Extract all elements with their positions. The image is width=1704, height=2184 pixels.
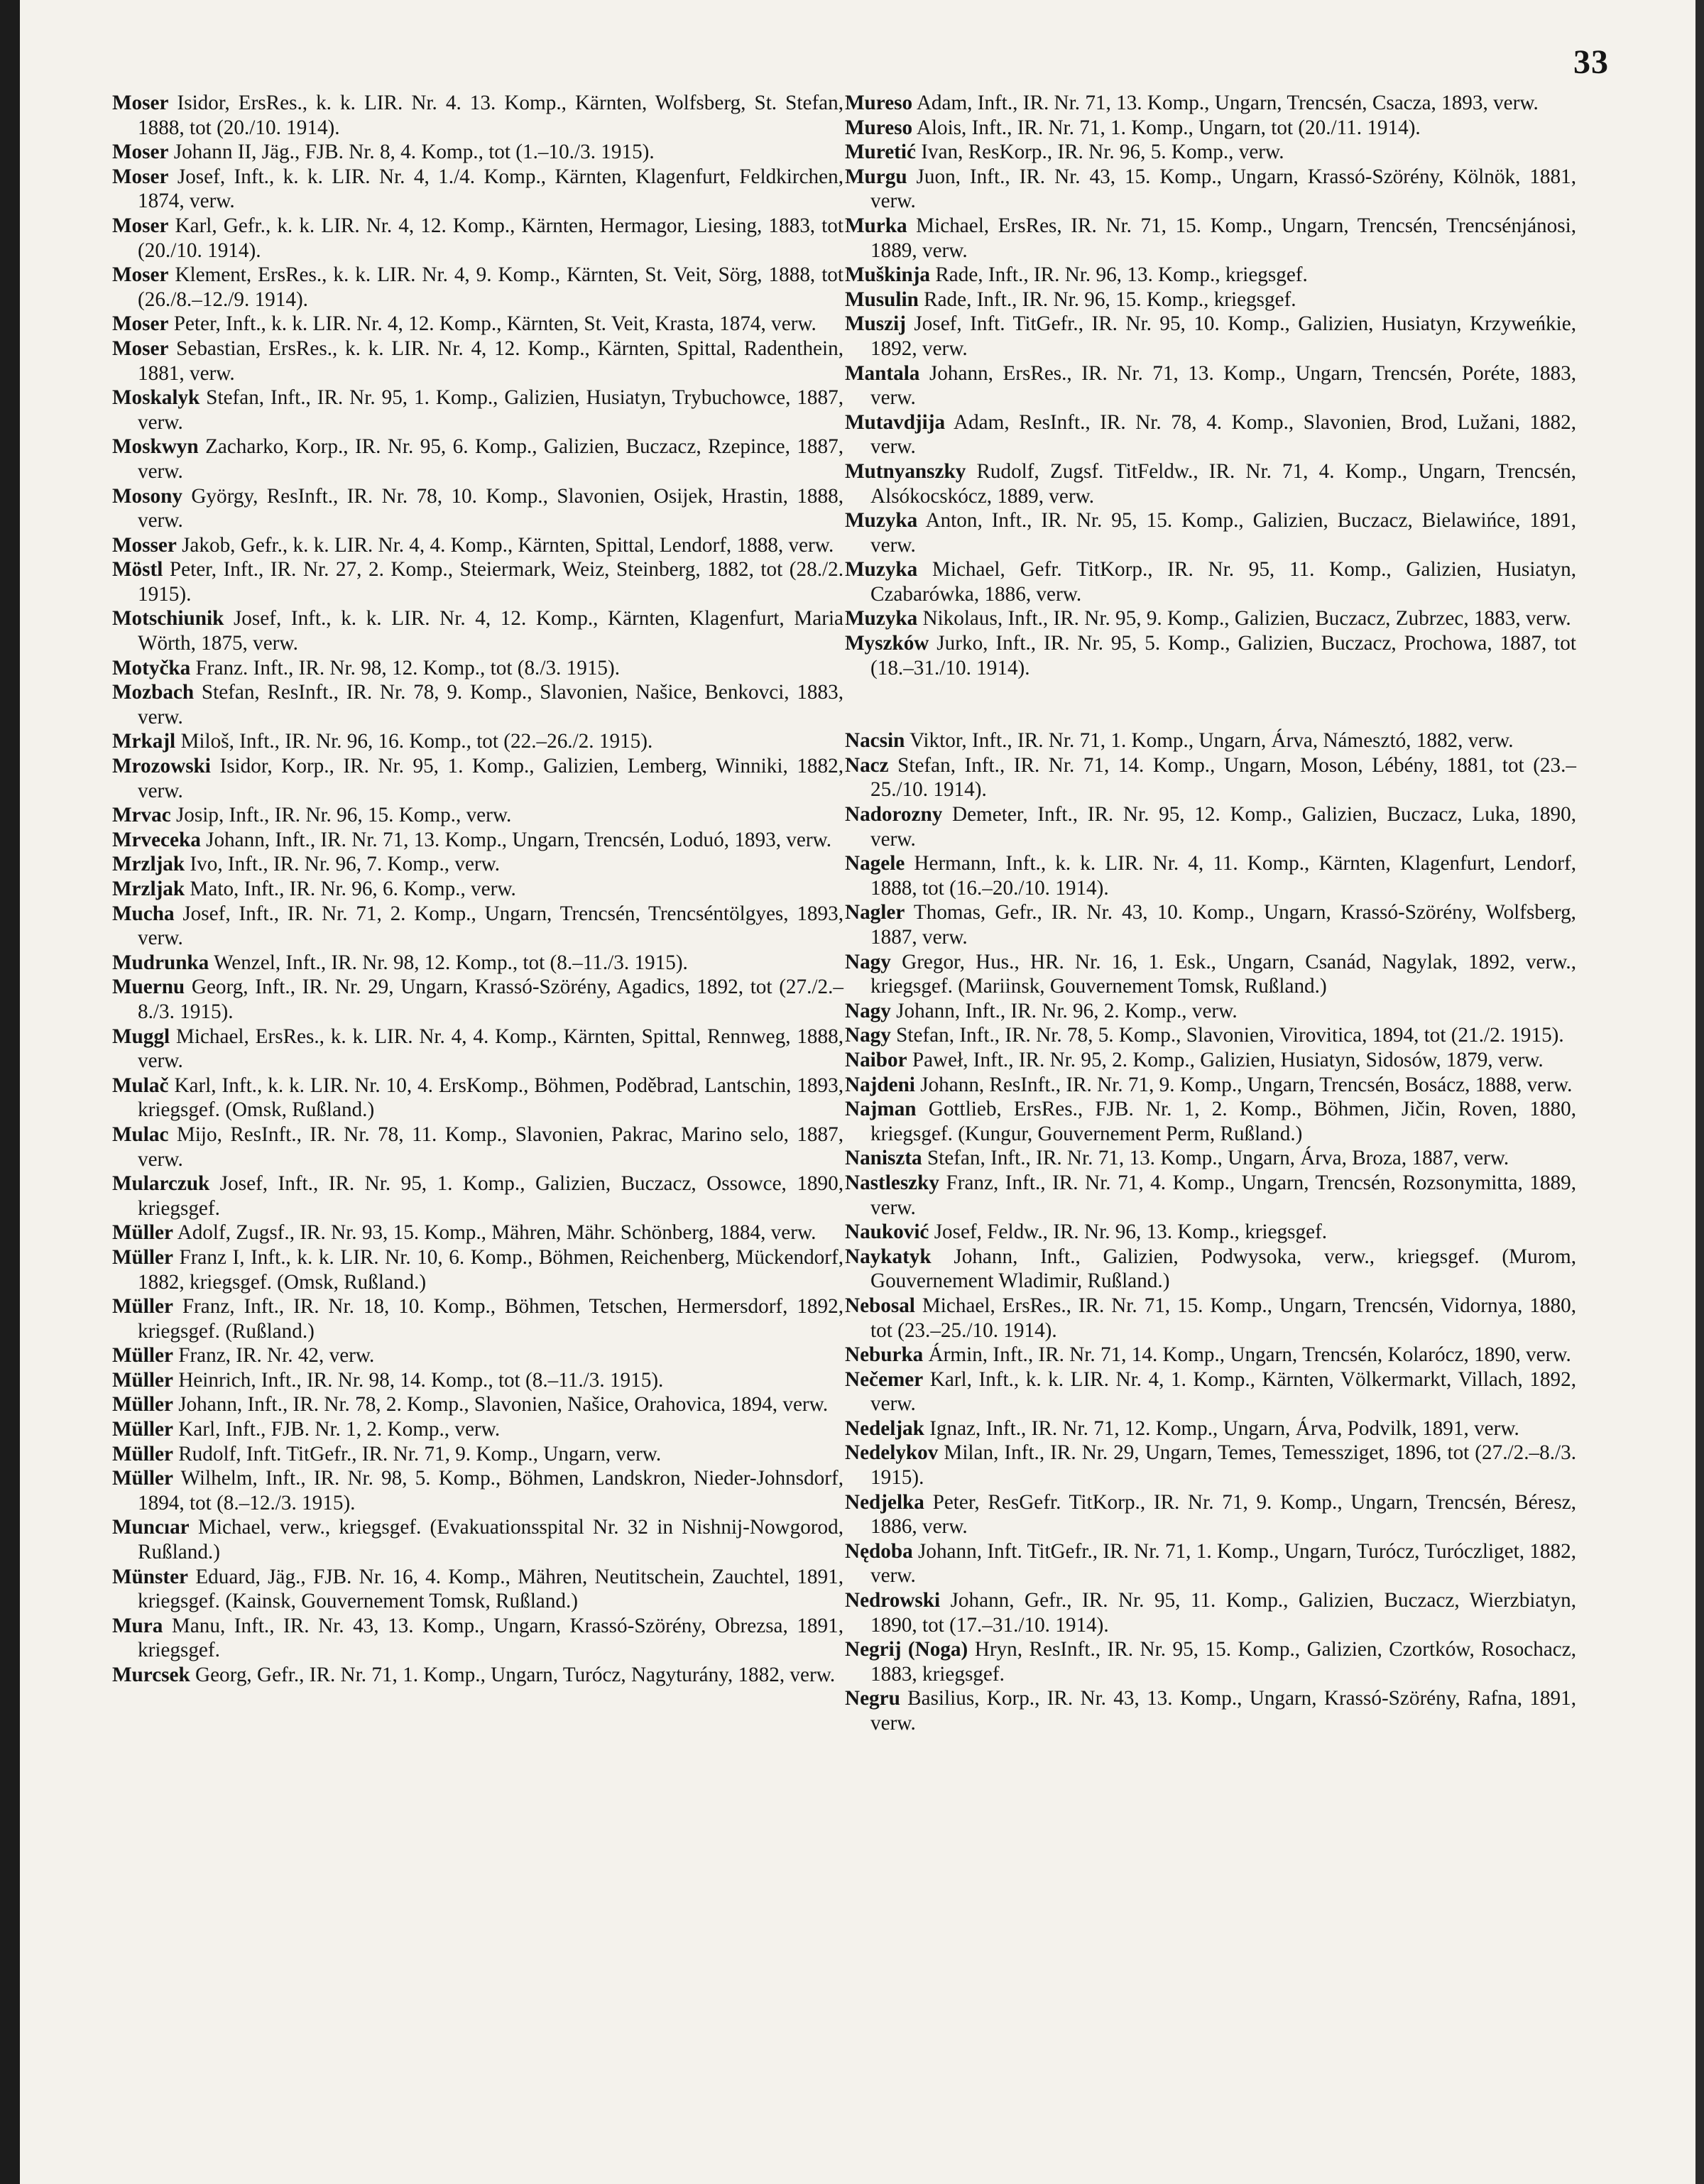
list-entry <box>112 803 843 828</box>
entry-details: Basilius, Korp., IR. Nr. 43, 13. Komp., Ungarn, Krassó-Szörény, Rafna, 1891, verw. <box>870 1687 1576 1735</box>
entry-details: Franz, IR. Nr. 42, verw. <box>178 1344 375 1367</box>
entry-details: Josef, Inft., k. k. LIR. Nr. 4, 1./4. Komp., Kärnten, Klagenfurt, Feldkirchen, 1874, verw. <box>138 165 843 213</box>
entry-surname: Najman <box>845 1098 917 1121</box>
list-entry <box>845 1490 1576 1539</box>
list-entry <box>112 386 843 435</box>
entry-surname: Nagy <box>845 999 891 1022</box>
list-entry <box>112 165 843 214</box>
list-entry <box>845 1367 1576 1416</box>
list-entry <box>112 435 843 484</box>
list-entry <box>112 1221 843 1245</box>
list-entry <box>845 802 1576 851</box>
left-column <box>112 91 843 1688</box>
entry-details: Mijo, ResInft., IR. Nr. 78, 11. Komp., Slavonien, Pakrac, Marino selo, 1887, verw. <box>138 1123 844 1171</box>
entry-details: Josip, Inft., IR. Nr. 96, 15. Komp., verw. <box>175 804 512 827</box>
list-entry <box>845 140 1576 165</box>
entry-surname: Mrzljak <box>112 853 185 876</box>
entry-details: Wenzel, Inft., IR. Nr. 98, 12. Komp., tot (8.–11./3. 1915). <box>214 951 688 974</box>
entry-surname: Nedeljak <box>845 1416 924 1440</box>
entry-details: Michael, ErsRes., IR. Nr. 71, 15. Komp., Ungarn, Trencsén, Vidornya, 1880, tot (23.–25./10. 1914). <box>870 1294 1576 1342</box>
entry-surname: Naniszta <box>845 1147 922 1170</box>
entry-surname: Negrij (Noga) <box>845 1638 968 1661</box>
entry-surname: Mudrunka <box>112 951 209 974</box>
list-entry <box>112 1392 843 1417</box>
entry-details: Johann, Inft., IR. Nr. 96, 2. Komp., verw. <box>896 999 1238 1022</box>
entry-details: Adolf, Zugsf., IR. Nr. 93, 15. Komp., Mähren, Mähr. Schönberg, 1884, verw. <box>177 1221 816 1245</box>
entry-details: Rudolf, Zugsf. TitFeldw., IR. Nr. 71, 4. Komp., Ungarn, Trencsén, Alsókocskócz, 1889, verw. <box>870 459 1576 508</box>
entry-details: Klement, ErsRes., k. k. LIR. Nr. 4, 9. Komp., Kärnten, St. Veit, Sörg, 1888, tot (26./8.–12./9. 1914). <box>138 263 844 311</box>
entry-surname: Nebosal <box>845 1294 915 1317</box>
entry-details: Peter, Inft., k. k. LIR. Nr. 4, 12. Komp., Kärnten, St. Veit, Krasta, 1874, verw. <box>173 312 816 336</box>
entry-surname: Nagele <box>845 852 905 875</box>
list-entry <box>112 656 843 681</box>
entry-details: Heinrich, Inft., IR. Nr. 98, 14. Komp., tot (8.–11./3. 1915). <box>178 1368 664 1392</box>
entry-details: Ivan, ResKorp., IR. Nr. 96, 5. Komp., verw. <box>921 141 1284 164</box>
entry-details: Mato, Inft., IR. Nr. 96, 6. Komp., verw. <box>190 878 516 900</box>
list-entry <box>112 951 843 976</box>
list-entry <box>845 312 1576 361</box>
entry-surname: Muzyka <box>845 558 918 582</box>
entry-details: Georg, Gefr., IR. Nr. 71, 1. Komp., Ungarn, Turócz, Nagyturány, 1882, verw. <box>195 1664 836 1686</box>
entry-details: Josef, Inft., IR. Nr. 95, 1. Komp., Galizien, Buczacz, Ossowce, 1890, kriegsgef. <box>138 1172 843 1220</box>
list-entry <box>112 337 843 386</box>
entry-details: Karl, Inft., FJB. Nr. 1, 2. Komp., verw. <box>178 1418 501 1441</box>
entry-surname: Mucha <box>112 902 175 925</box>
entry-details: Rudolf, Inft. TitGefr., IR. Nr. 71, 9. Komp., Ungarn, verw. <box>178 1442 662 1465</box>
entry-details: Isidor, Korp., IR. Nr. 95, 1. Komp., Galizien, Lemberg, Winniki, 1882, verw. <box>138 755 843 802</box>
list-entry <box>112 533 843 558</box>
list-entry <box>845 91 1576 116</box>
entry-surname: Müller <box>112 1245 173 1269</box>
list-entry <box>845 165 1576 214</box>
list-entry <box>112 140 843 165</box>
list-entry <box>845 508 1576 557</box>
entry-surname: Müller <box>112 1467 173 1490</box>
entry-details: Jakob, Gefr., k. k. LIR. Nr. 4, 4. Komp., Kärnten, Spittal, Lendorf, 1888, verw. <box>182 533 834 557</box>
entry-details: Hryn, ResInft., IR. Nr. 95, 15. Komp., Galizien, Czortków, Rosochacz, 1883, kriegsgef. <box>870 1638 1576 1686</box>
entry-details: Rade, Inft., IR. Nr. 96, 13. Komp., kriegsgef. <box>935 263 1308 287</box>
entry-surname: Moser <box>112 92 169 114</box>
entry-details: Gregor, Hus., HR. Nr. 16, 1. Esk., Ungarn, Csanád, Nagylak, 1892, verw., kriegsgef. (Mariinsk, Gouvernement Tomsk, Rußland.) <box>870 950 1577 998</box>
list-entry <box>112 1565 843 1614</box>
entry-surname: Moser <box>112 165 169 188</box>
entry-surname: Müller <box>112 1221 173 1245</box>
entry-surname: Mureso <box>845 92 913 114</box>
right-column-section-n <box>845 728 1576 1735</box>
entry-details: Michael, ErsRes, IR. Nr. 71, 15. Komp., Ungarn, Trencsén, Trencsénjánosi, 1889, verw. <box>870 214 1576 262</box>
list-entry <box>112 1123 843 1172</box>
list-entry <box>112 606 843 655</box>
entry-surname: Mureso <box>845 116 913 139</box>
list-entry <box>112 263 843 312</box>
list-entry <box>112 484 843 533</box>
list-entry <box>845 1294 1576 1343</box>
entry-details: Stefan, Inft., IR. Nr. 71, 14. Komp., Ungarn, Moson, Lébény, 1881, tot (23.–25./10. 1914). <box>870 753 1576 802</box>
list-entry <box>112 1442 843 1467</box>
entry-details: Ivo, Inft., IR. Nr. 96, 7. Komp., verw. <box>190 853 501 876</box>
entry-surname: Münster <box>112 1565 189 1588</box>
list-entry <box>845 1343 1576 1367</box>
entry-details: Peter, Inft., IR. Nr. 27, 2. Komp., Steiermark, Weiz, Steinberg, 1882, tot (28./2. 1915). <box>138 558 843 606</box>
entry-details: Franz, Inft., IR. Nr. 18, 10. Komp., Böhmen, Tetschen, Hermersdorf, 1892, kriegsgef. (Rußland.) <box>138 1295 844 1343</box>
list-entry <box>845 1588 1576 1637</box>
right-column-section-m <box>845 91 1576 680</box>
entry-surname: Naykatyk <box>845 1245 932 1268</box>
list-entry <box>112 1663 843 1688</box>
list-entry <box>845 214 1576 263</box>
list-entry <box>112 557 843 606</box>
list-entry <box>845 1097 1576 1146</box>
entry-details: Stefan, Inft., IR. Nr. 95, 1. Komp., Galizien, Husiatyn, Trybuchowce, 1887, verw. <box>138 386 844 434</box>
entry-surname: Müller <box>112 1368 173 1392</box>
entry-surname: Nagy <box>845 1024 891 1047</box>
entry-surname: Muškinja <box>845 263 931 287</box>
entry-surname: Myszków <box>845 632 929 655</box>
list-entry <box>845 1023 1576 1048</box>
entry-details: Isidor, ErsRes., k. k. LIR. Nr. 4. 13. Komp., Kärnten, Wolfsberg, St. Stefan, 1888, tot (20./10. 1914). <box>138 92 844 139</box>
list-entry <box>112 1515 843 1564</box>
entry-surname: Möstl <box>112 558 163 582</box>
page-number: 33 <box>1573 43 1609 81</box>
entry-surname: Mrkajl <box>112 730 176 753</box>
entry-details: Franz, Inft., IR. Nr. 71, 4. Komp., Ungarn, Trencsén, Rozsonymitta, 1889, verw. <box>870 1171 1576 1219</box>
entry-surname: Müller <box>112 1442 173 1465</box>
entry-details: Paweł, Inft., IR. Nr. 95, 2. Komp., Galizien, Husiatyn, Sidosów, 1879, verw. <box>912 1048 1544 1071</box>
entry-surname: Mutnyanszky <box>845 459 966 483</box>
entry-details: Michael, verw., kriegsgef. (Evakuationsspital Nr. 32 in Nishnij-Nowgorod, Rußland.) <box>138 1516 844 1564</box>
list-entry <box>112 312 843 337</box>
list-entry <box>112 1614 843 1663</box>
list-entry <box>845 1220 1576 1245</box>
entry-details: Stefan, Inft., IR. Nr. 78, 5. Komp., Slavonien, Virovitica, 1894, tot (21./2. 1915). <box>896 1024 1564 1047</box>
entry-details: Jurko, Inft., IR. Nr. 95, 5. Komp., Galizien, Buczacz, Prochowa, 1887, tot (18.–31./10. 1914). <box>870 632 1576 679</box>
entry-surname: Murcsek <box>112 1664 190 1686</box>
list-entry <box>112 1074 843 1123</box>
entry-details: Johann, Gefr., IR. Nr. 95, 11. Komp., Galizien, Buczacz, Wierzbiatyn, 1890, tot (17.–31./10. 1914). <box>870 1589 1576 1637</box>
list-entry <box>845 1686 1576 1735</box>
entry-surname: Moser <box>112 312 169 336</box>
list-entry <box>112 828 843 853</box>
list-entry <box>845 631 1576 680</box>
entry-surname: Neburka <box>845 1343 924 1367</box>
scan-border-left <box>0 0 20 2184</box>
entry-surname: Mura <box>112 1614 163 1637</box>
entry-details: Georg, Inft., IR. Nr. 29, Ungarn, Krassó-Szörény, Agadics, 1892, tot (27./2.–8./3. 1915). <box>138 976 844 1023</box>
entry-surname: Nędoba <box>845 1539 913 1563</box>
list-entry <box>845 459 1576 508</box>
entry-surname: Mularczuk <box>112 1172 210 1196</box>
entry-surname: Murka <box>845 214 907 237</box>
entry-surname: Nagy <box>845 950 891 973</box>
entry-details: Anton, Inft., IR. Nr. 95, 15. Komp., Galizien, Buczacz, Bielawińce, 1891, verw. <box>870 509 1576 557</box>
entry-surname: Muernu <box>112 976 185 999</box>
entry-surname: Müller <box>112 1295 173 1318</box>
entry-surname: Mozbach <box>112 681 195 704</box>
entry-surname: Mosser <box>112 533 177 557</box>
entry-details: Milan, Inft., IR. Nr. 29, Ungarn, Temes, Temessziget, 1896, tot (27./2.–8./3. 1915). <box>870 1441 1576 1490</box>
list-entry <box>845 900 1576 949</box>
entry-surname: Mulac <box>112 1123 169 1146</box>
entry-details: Ármin, Inft., IR. Nr. 71, 14. Komp., Ungarn, Trencsén, Kolarócz, 1890, verw. <box>928 1343 1571 1367</box>
entry-surname: Murgu <box>845 165 907 188</box>
entry-details: Adam, Inft., IR. Nr. 71, 13. Komp., Ungarn, Trencsén, Csacza, 1893, verw. <box>916 92 1539 114</box>
entry-details: Johann, Inft., IR. Nr. 78, 2. Komp., Slavonien, Našice, Orahovica, 1894, verw. <box>178 1393 829 1416</box>
entry-details: Johann, Inft., Galizien, Podwysoka, verw., kriegsgef. (Murom, Gouvernement Wladimir, Rußland.) <box>870 1245 1577 1293</box>
entry-details: Karl, Inft., k. k. LIR. Nr. 4, 1. Komp., Kärnten, Völkermarkt, Villach, 1892, verw. <box>870 1367 1576 1416</box>
scan-border-right <box>1695 0 1704 2184</box>
list-entry <box>112 1368 843 1393</box>
entry-details: Josef, Inft. TitGefr., IR. Nr. 95, 10. Komp., Galizien, Husiatyn, Krzyweńkie, 1892, verw. <box>870 312 1576 360</box>
entry-details: Johann, Inft. TitGefr., IR. Nr. 71, 1. Komp., Ungarn, Turócz, Turóczliget, 1882, verw. <box>870 1539 1577 1588</box>
section-gap <box>845 680 1576 728</box>
list-entry <box>845 728 1576 753</box>
entry-surname: Müller <box>112 1393 173 1416</box>
entry-surname: Muzyka <box>845 509 918 533</box>
list-entry <box>845 950 1576 999</box>
list-entry <box>845 263 1576 288</box>
entry-surname: Nauković <box>845 1221 929 1244</box>
entry-details: Demeter, Inft., IR. Nr. 95, 12. Komp., Galizien, Buczacz, Luka, 1890, verw. <box>870 803 1577 851</box>
entry-surname: Nedjelka <box>845 1490 924 1514</box>
list-entry <box>112 1343 843 1368</box>
list-entry <box>845 1441 1576 1490</box>
entry-details: György, ResInft., IR. Nr. 78, 10. Komp., Slavonien, Osijek, Hrastin, 1888, verw. <box>138 484 843 533</box>
entry-surname: Naibor <box>845 1048 907 1071</box>
list-entry <box>845 1073 1576 1098</box>
entry-surname: Muncıar <box>112 1516 190 1539</box>
entry-details: Hermann, Inft., k. k. LIR. Nr. 4, 11. Komp., Kärnten, Klagenfurt, Lendorf, 1888, tot (16.–20./10. 1914). <box>870 852 1576 900</box>
entry-details: Ignaz, Inft., IR. Nr. 71, 12. Komp., Ungarn, Árva, Podvilk, 1891, verw. <box>929 1416 1519 1440</box>
list-entry <box>845 410 1576 459</box>
entry-surname: Muszij <box>845 312 906 336</box>
entry-surname: Moser <box>112 214 169 237</box>
entry-details: Josef, Inft., k. k. LIR. Nr. 4, 12. Komp., Kärnten, Klagenfurt, Maria Wörth, 1875, verw. <box>138 607 844 655</box>
list-entry <box>112 1466 843 1515</box>
entry-surname: Nagler <box>845 901 905 924</box>
entry-surname: Mulač <box>112 1074 169 1097</box>
list-entry <box>845 361 1576 410</box>
entry-details: Josef, Feldw., IR. Nr. 96, 13. Komp., kriegsgef. <box>934 1221 1328 1244</box>
entry-details: Rade, Inft., IR. Nr. 96, 15. Komp., kriegsgef. <box>924 288 1296 311</box>
list-entry <box>845 851 1576 900</box>
entry-surname: Moser <box>112 263 169 287</box>
entry-surname: Moser <box>112 141 169 164</box>
entry-details: Michael, ErsRes., k. k. LIR. Nr. 4, 4. Komp., Kärnten, Spittal, Rennweg, 1888, verw. <box>138 1025 843 1073</box>
list-entry <box>112 754 843 803</box>
list-entry <box>845 999 1576 1024</box>
list-entry <box>845 753 1576 802</box>
entry-surname: Muretić <box>845 141 916 164</box>
list-entry <box>845 1146 1576 1171</box>
entry-surname: Mrozowski <box>112 755 211 778</box>
entry-surname: Nedelykov <box>845 1441 939 1465</box>
entry-details: Peter, ResGefr. TitKorp., IR. Nr. 71, 9. Komp., Ungarn, Trencsén, Béresz, 1886, verw. <box>870 1490 1576 1539</box>
entry-details: Karl, Gefr., k. k. LIR. Nr. 4, 12. Komp., Kärnten, Hermagor, Liesing, 1883, tot (20./10. 1914). <box>138 214 843 262</box>
entry-details: Adam, ResInft., IR. Nr. 78, 4. Komp., Slavonien, Brod, Lužani, 1882, verw. <box>870 410 1576 459</box>
list-entry <box>112 1172 843 1221</box>
entry-surname: Moskalyk <box>112 386 200 410</box>
entry-surname: Muzyka <box>845 607 918 630</box>
list-entry <box>112 1417 843 1442</box>
list-entry <box>112 1294 843 1343</box>
list-entry <box>112 852 843 877</box>
list-entry <box>112 91 843 140</box>
entry-surname: Moskwyn <box>112 435 199 459</box>
entry-details: Eduard, Jäg., FJB. Nr. 16, 4. Komp., Mähren, Neutitschein, Zauchtel, 1891, kriegsgef. (Kainsk, Gouvernement Tomsk, Rußland.) <box>138 1565 844 1613</box>
entry-surname: Musulin <box>845 288 919 311</box>
entry-surname: Mutavdjija <box>845 410 946 434</box>
entry-details: Alois, Inft., IR. Nr. 71, 1. Komp., Ungarn, tot (20./11. 1914). <box>916 116 1421 139</box>
entry-details: Josef, Inft., IR. Nr. 71, 2. Komp., Ungarn, Trencsén, Trencséntölgyes, 1893, verw. <box>138 902 843 950</box>
entry-surname: Nedrowski <box>845 1589 941 1612</box>
entry-surname: Müller <box>112 1344 173 1367</box>
list-entry <box>112 877 843 902</box>
list-entry <box>112 680 843 729</box>
entry-surname: Mrveceka <box>112 828 201 851</box>
entry-details: Nikolaus, Inft., IR. Nr. 95, 9. Komp., Galizien, Buczacz, Zubrzec, 1883, verw. <box>922 607 1571 630</box>
list-entry <box>845 606 1576 631</box>
entry-surname: Mantala <box>845 361 920 385</box>
list-entry <box>845 1539 1576 1588</box>
entry-details: Franz I, Inft., k. k. LIR. Nr. 10, 6. Komp., Böhmen, Reichenberg, Mückendorf, 1882, kriegsgef. (Omsk, Rußland.) <box>138 1245 843 1294</box>
entry-details: Karl, Inft., k. k. LIR. Nr. 10, 4. ErsKomp., Böhmen, Poděbrad, Lantschin, 1893, kriegsgef. (Omsk, Rußland.) <box>138 1074 844 1122</box>
entry-details: Zacharko, Korp., IR. Nr. 95, 6. Komp., Galizien, Buczacz, Rzepince, 1887, verw. <box>138 435 844 483</box>
entry-details: Franz. Inft., IR. Nr. 98, 12. Komp., tot (8./3. 1915). <box>195 656 621 679</box>
entry-surname: Muggl <box>112 1025 170 1048</box>
entry-surname: Nadorozny <box>845 803 943 826</box>
entry-details: Manu, Inft., IR. Nr. 43, 13. Komp., Ungarn, Krassó-Szörény, Obrezsa, 1891, kriegsgef. <box>138 1614 843 1662</box>
list-entry <box>112 1025 843 1074</box>
list-entry <box>845 116 1576 141</box>
entry-details: Gottlieb, ErsRes., FJB. Nr. 1, 2. Komp., Böhmen, Jičin, Roven, 1880, kriegsgef. (Kungur, Gouvernement Perm, Rußland.) <box>870 1098 1576 1145</box>
list-entry <box>112 975 843 1024</box>
entry-details: Johann, Inft., IR. Nr. 71, 13. Komp., Ungarn, Trencsén, Loduó, 1893, verw. <box>206 828 832 851</box>
list-entry <box>845 557 1576 606</box>
entry-details: Juon, Inft., IR. Nr. 43, 15. Komp., Ungarn, Krassó-Szörény, Kölnök, 1881, verw. <box>870 165 1576 213</box>
entry-surname: Mrvac <box>112 804 171 827</box>
entry-surname: Negru <box>845 1687 900 1710</box>
list-entry <box>112 214 843 263</box>
entry-surname: Mosony <box>112 484 182 508</box>
entry-details: Sebastian, ErsRes., k. k. LIR. Nr. 4, 12. Komp., Kärnten, Spittal, Radenthein, 1881, verw. <box>138 337 843 385</box>
entry-surname: Moser <box>112 337 169 360</box>
entry-surname: Nacz <box>845 753 889 777</box>
entry-details: Johann II, Jäg., FJB. Nr. 8, 4. Komp., tot (1.–10./3. 1915). <box>173 141 655 164</box>
entry-details: Stefan, Inft., IR. Nr. 71, 13. Komp., Ungarn, Árva, Broza, 1887, verw. <box>927 1147 1509 1170</box>
entry-surname: Mrzljak <box>112 878 185 900</box>
entry-details: Michael, Gefr. TitKorp., IR. Nr. 95, 11. Komp., Galizien, Husiatyn, Czabarówka, 1886, verw. <box>870 558 1577 606</box>
entry-surname: Nečemer <box>845 1367 924 1391</box>
list-entry <box>112 729 843 754</box>
entry-details: Viktor, Inft., IR. Nr. 71, 1. Komp., Ungarn, Árva, Námesztó, 1882, verw. <box>910 729 1514 753</box>
entry-details: Johann, ErsRes., IR. Nr. 71, 13. Komp., Ungarn, Trencsén, Poréte, 1883, verw. <box>870 361 1576 410</box>
list-entry <box>845 1245 1576 1294</box>
entry-details: Stefan, ResInft., IR. Nr. 78, 9. Komp., Slavonien, Našice, Benkovci, 1883, verw. <box>138 681 844 728</box>
entry-details: Wilhelm, Inft., IR. Nr. 98, 5. Komp., Böhmen, Landskron, Nieder-Johnsdorf, 1894, tot (8.–12./3. 1915). <box>138 1467 843 1514</box>
list-entry <box>845 1416 1576 1441</box>
right-column <box>845 91 1576 1736</box>
list-entry <box>845 288 1576 312</box>
list-entry <box>845 1171 1576 1220</box>
entry-surname: Motschiunik <box>112 607 224 630</box>
entry-surname: Nacsin <box>845 729 905 753</box>
entry-surname: Nastleszky <box>845 1171 939 1194</box>
entry-surname: Motyčka <box>112 656 191 679</box>
entry-surname: Najdeni <box>845 1073 915 1096</box>
list-entry <box>845 1637 1576 1686</box>
entry-details: Miloš, Inft., IR. Nr. 96, 16. Komp., tot (22.–26./2. 1915). <box>180 730 653 753</box>
entry-surname: Müller <box>112 1418 173 1441</box>
entry-details: Thomas, Gefr., IR. Nr. 43, 10. Komp., Ungarn, Krassó-Szörény, Wolfsberg, 1887, verw. <box>870 901 1576 949</box>
entry-details: Johann, ResInft., IR. Nr. 71, 9. Komp., Ungarn, Trencsén, Bosácz, 1888, verw. <box>920 1073 1573 1096</box>
list-entry <box>112 1245 843 1294</box>
list-entry <box>112 902 843 951</box>
list-entry <box>845 1048 1576 1073</box>
